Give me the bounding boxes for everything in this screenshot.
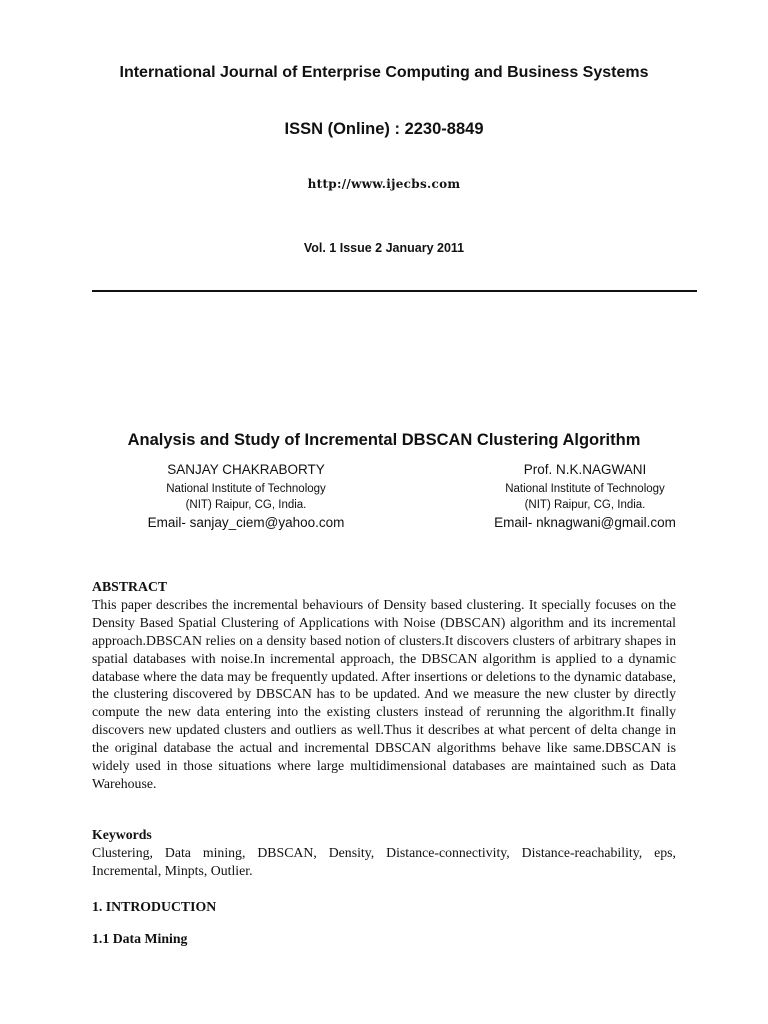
keywords-text: Clustering, Data mining, DBSCAN, Density, Distance-connectivity, Distance-reachability, eps, Incremental, Minpts, Outlier. — [92, 844, 676, 878]
journal-volume: Vol. 1 Issue 2 January 2011 — [303, 241, 465, 255]
author-institute: National Institute of Technology — [166, 483, 326, 495]
keywords-heading: Keywords — [92, 827, 152, 842]
author-location: (NIT) Raipur, CG, India. — [185, 499, 307, 511]
abstract-heading: ABSTRACT — [92, 579, 168, 594]
keywords-section — [92, 826, 676, 880]
author-block-1 — [96, 462, 396, 531]
introduction-heading: 1. INTRODUCTION — [92, 899, 217, 914]
author-location: (NIT) Raipur, CG, India. — [524, 499, 646, 511]
journal-url: http://www.ijecbs.com — [307, 177, 461, 191]
journal-issn: ISSN (Online) : 2230-8849 — [284, 120, 484, 138]
author-email: Email- nknagwani@gmail.com — [494, 515, 676, 530]
author-email: Email- sanjay_ciem@yahoo.com — [147, 515, 345, 530]
header-divider — [92, 290, 697, 292]
author-name: Prof. N.K.NAGWANI — [523, 462, 647, 477]
abstract-section — [92, 578, 676, 793]
abstract-text: This paper describes the incremental behaviours of Density based clustering. It specially focuses on the Density Based Spatial Clustering of Applications with Noise (DBSCAN) algorithm and its incremental approach.DBSCAN relies on a density based notion of clusters.It discovers clusters of arbitrary shapes in spatial databases with noise.In incremental approach, the DBSCAN algorithm is applied to a dynamic database where the data may be frequently updated. After insertions or deletions to the dynamic database, the clustering discovered by DBSCAN has to be updated. And we measure the new cluster by directly compute the new data entering into the existing clusters instead of rerunning the algorithm.It finally discovers new updated clusters and outliers as well.Thus it describes at what percent of delta change in the original database the actual and incremental DBSCAN algorithms behave like same.DBSCAN is widely used in those situations where large multidimensional databases are maintained such as Data Warehouse. — [92, 596, 676, 791]
data-mining-heading: 1.1 Data Mining — [92, 931, 188, 946]
paper-title: Analysis and Study of Incremental DBSCAN Clustering Algorithm — [127, 431, 641, 449]
author-name: SANJAY CHAKRABORTY — [167, 462, 325, 477]
author-institute: National Institute of Technology — [505, 483, 665, 495]
author-block-2 — [435, 462, 735, 531]
journal-title: International Journal of Enterprise Computing and Business Systems — [119, 64, 649, 81]
